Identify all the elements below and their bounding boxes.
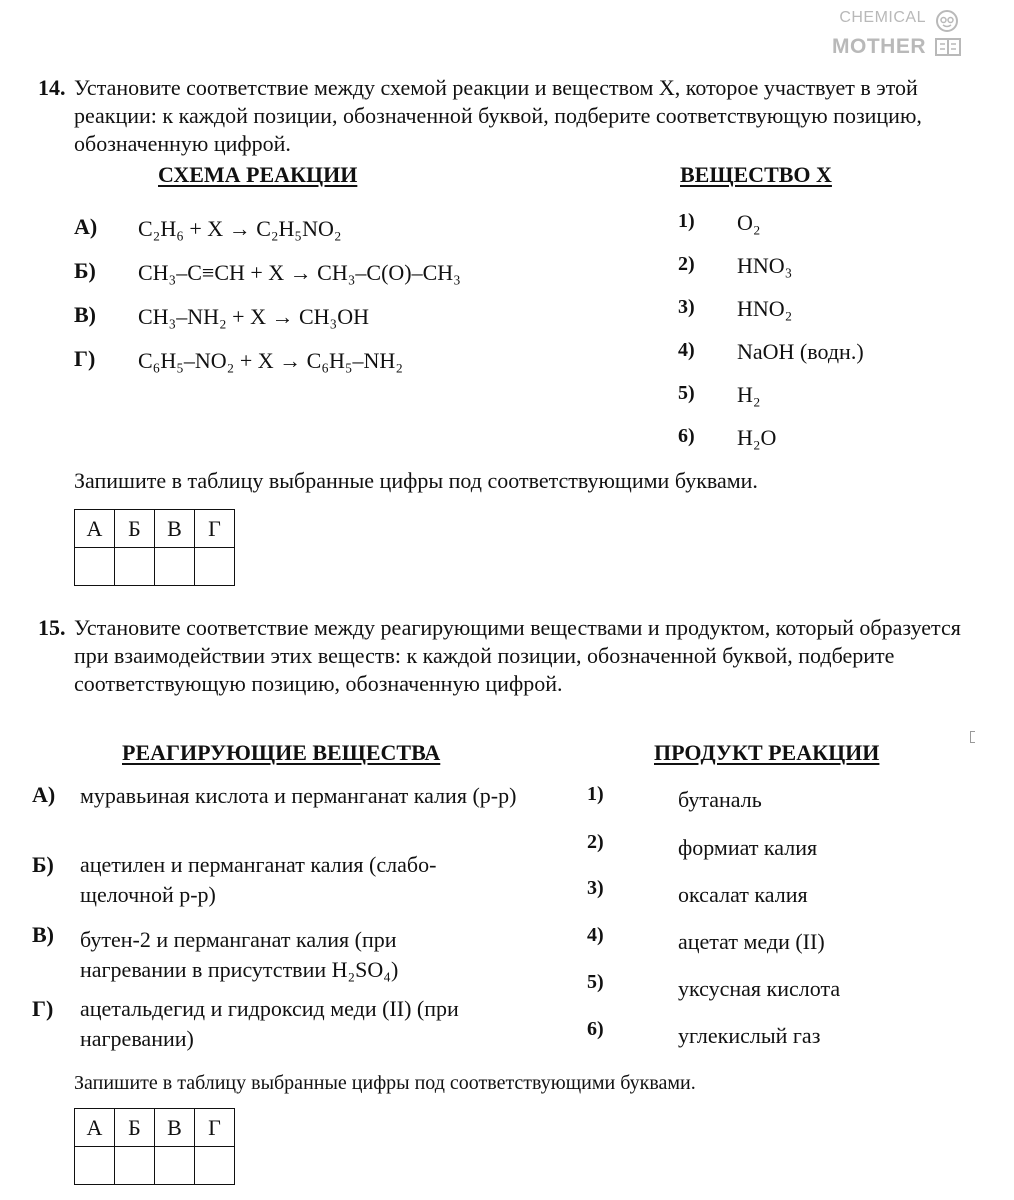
logo-line2: MOTHER bbox=[832, 35, 926, 58]
q14-option-number: 6) bbox=[678, 425, 695, 447]
q14-letter-a: А) bbox=[74, 214, 98, 239]
q15-text: Установите соответствие между реагирующими веществами и продуктом, который образуется при взаимодействии этих веществ: к каждой позиции, обозначенной буквой, подберите соответствующую позицию, обозначенную цифрой. bbox=[74, 615, 961, 696]
q15-table-header: А bbox=[75, 1109, 115, 1147]
q14-answer-cell[interactable] bbox=[195, 548, 235, 586]
q14-table-header: Б bbox=[115, 510, 155, 548]
q14-answer-table bbox=[74, 509, 235, 586]
q15-answer-cell[interactable] bbox=[155, 1147, 195, 1185]
q14-equation-b: CH₃–C≡CH + X → CH₃–C(O)–CH₃ bbox=[138, 260, 461, 285]
margin-mark bbox=[970, 731, 975, 743]
q15-letter-v: В) bbox=[32, 922, 54, 947]
q14-option-number: 2) bbox=[678, 253, 695, 275]
q14-option-number: 1) bbox=[678, 210, 695, 232]
q14-letter-g: Г) bbox=[74, 346, 96, 371]
q14-left-header: СХЕМА РЕАКЦИИ bbox=[158, 162, 358, 187]
q14-number: 14. bbox=[38, 75, 66, 100]
q15-product: формиат калия bbox=[678, 835, 818, 860]
q14-option-number: 4) bbox=[678, 339, 695, 361]
q14-answer-cell[interactable] bbox=[115, 548, 155, 586]
q14-table-header: В bbox=[155, 510, 195, 548]
q15-product: уксусная кислота bbox=[678, 976, 841, 1001]
q14-text: Установите соответствие между схемой реакции и веществом X, которое участвует в этой реакции: к каждой позиции, обозначенной буквой, подберите соответствующую позицию, обозначенную цифрой. bbox=[74, 75, 922, 156]
q14-table-header: А bbox=[75, 510, 115, 548]
q15-letter-b: Б) bbox=[32, 852, 54, 877]
face-icon bbox=[934, 8, 960, 34]
q14-option: HNO₃ bbox=[737, 253, 793, 278]
q15-option-number: 5) bbox=[587, 971, 604, 993]
book-icon bbox=[934, 36, 962, 58]
q15-reactant-v: бутен-2 и перманганат калия (при нагревании в присутствии H₂SO₄) bbox=[80, 927, 399, 982]
q14-option: H₂O bbox=[737, 425, 777, 450]
q15-option-number: 2) bbox=[587, 831, 604, 853]
q14-equation-a: C₂H₆ + X → C₂H₅NO₂ bbox=[138, 216, 342, 241]
q14-equation-g: C₆H₅–NO₂ + X → C₆H₅–NH₂ bbox=[138, 348, 403, 373]
q15-answer-cell[interactable] bbox=[195, 1147, 235, 1185]
q14-option: HNO₂ bbox=[737, 296, 793, 321]
q14-right-header: ВЕЩЕСТВО X bbox=[680, 162, 832, 187]
q15-option-number: 6) bbox=[587, 1018, 604, 1040]
q14-letter-b: Б) bbox=[74, 258, 96, 283]
q15-letter-a: А) bbox=[32, 782, 56, 807]
q14-option-number: 3) bbox=[678, 296, 695, 318]
q15-product: ацетат меди (II) bbox=[678, 929, 825, 954]
q14-option: NaOH (водн.) bbox=[737, 339, 864, 364]
q14-equation-v: CH₃–NH₂ + X → CH₃OH bbox=[138, 304, 369, 329]
q15-option-number: 1) bbox=[587, 783, 604, 805]
q15-product: бутаналь bbox=[678, 787, 762, 812]
q15-right-header: ПРОДУКТ РЕАКЦИИ bbox=[654, 740, 880, 765]
q15-table-header: Б bbox=[115, 1109, 155, 1147]
q14-letter-v: В) bbox=[74, 302, 96, 327]
q15-table-header: Г bbox=[195, 1109, 235, 1147]
q15-reactant-g: ацетальдегид и гидроксид меди (II) (при нагревании) bbox=[80, 996, 459, 1051]
q15-left-header: РЕАГИРУЮЩИЕ ВЕЩЕСТВА bbox=[122, 740, 441, 765]
q15-option-number: 4) bbox=[587, 924, 604, 946]
q15-answer-cell[interactable] bbox=[115, 1147, 155, 1185]
q15-reactant-b: ацетилен и перманганат калия (слабо-щелочной р-р) bbox=[80, 852, 437, 907]
q14-table-header: Г bbox=[195, 510, 235, 548]
q14-option-number: 5) bbox=[678, 382, 695, 404]
q15-product: оксалат калия bbox=[678, 882, 808, 907]
q15-table-header: В bbox=[155, 1109, 195, 1147]
q14-option: O₂ bbox=[737, 210, 761, 235]
q14-answer-cell[interactable] bbox=[75, 548, 115, 586]
q15-instruction: Запишите в таблицу выбранные цифры под соответствующими буквами. bbox=[74, 1072, 696, 1094]
q15-answer-table bbox=[74, 1108, 235, 1185]
q15-letter-g: Г) bbox=[32, 996, 54, 1021]
logo-line1: CHEMICAL bbox=[839, 9, 926, 26]
q15-number: 15. bbox=[38, 615, 66, 640]
q14-option: H₂ bbox=[737, 382, 761, 407]
q15-answer-cell[interactable] bbox=[75, 1147, 115, 1185]
q15-option-number: 3) bbox=[587, 877, 604, 899]
q15-product: углекислый газ bbox=[678, 1023, 821, 1048]
q14-instruction: Запишите в таблицу выбранные цифры под соответствующими буквами. bbox=[74, 468, 758, 493]
q14-answer-cell[interactable] bbox=[155, 548, 195, 586]
q15-reactant-a: муравьиная кислота и перманганат калия (р-р) bbox=[80, 783, 517, 808]
